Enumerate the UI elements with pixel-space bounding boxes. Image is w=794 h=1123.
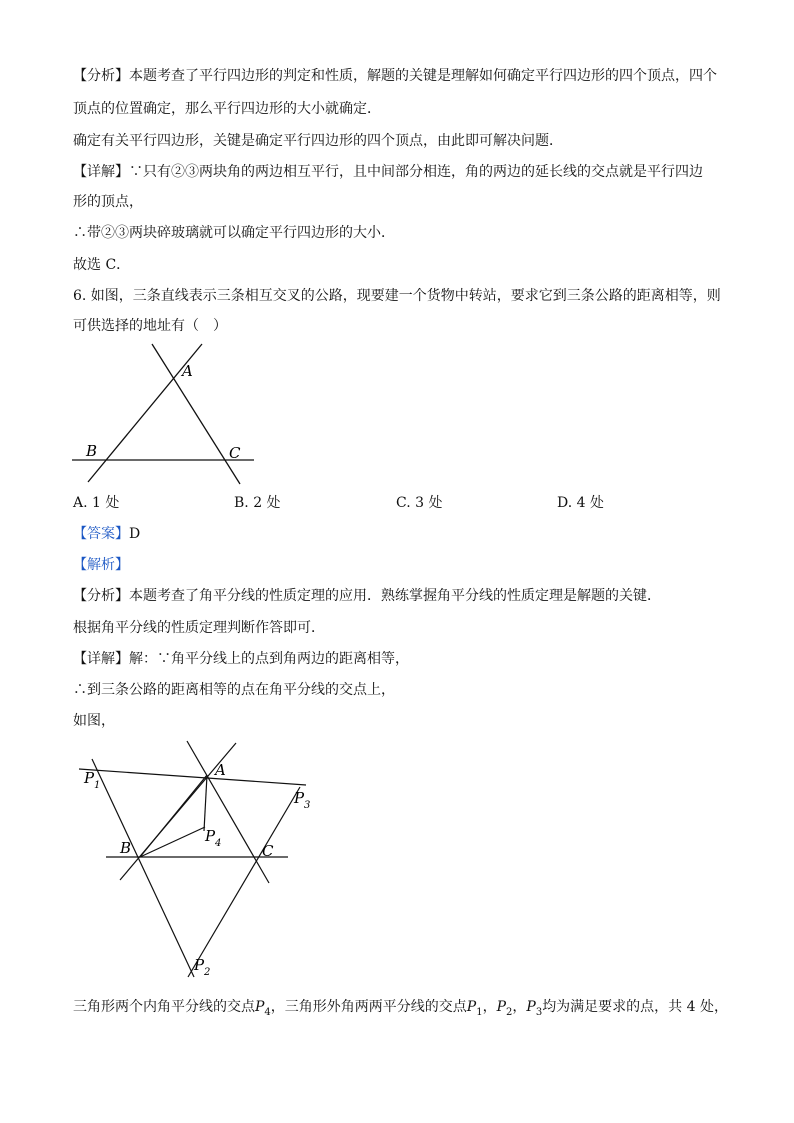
label-c: C — [262, 842, 274, 860]
internal-bisector-a — [204, 775, 207, 831]
road-line-ac — [152, 344, 240, 484]
road-line-ac — [187, 741, 269, 883]
label-b: B — [120, 839, 132, 857]
svg-text:3: 3 — [304, 800, 311, 811]
label-p3 — [293, 789, 310, 811]
svg-text:4: 4 — [215, 838, 222, 849]
label-b: B — [86, 442, 98, 460]
detail-tag: 【详解】 — [73, 164, 129, 180]
segment-ba — [140, 775, 207, 857]
q6-detail-line-3: 如图， — [73, 713, 115, 729]
conclusion-line: 故选 C． — [73, 257, 131, 273]
external-bisector-b — [92, 759, 194, 977]
jiexi-tag: 【解析】 — [73, 557, 129, 573]
answer-value: D — [129, 526, 141, 542]
option-d: D. 4 处 — [557, 495, 604, 511]
option-c: C. 3 处 — [396, 495, 443, 511]
detail-line-1: 【详解】∵只有②③两块角的两边相互平行，且中间部分相连，角的两边的延长线的交点就是平行四边 — [73, 164, 703, 180]
bisector-figure — [70, 735, 320, 985]
q6-detail-line-1: 【详解】解：∵角平分线上的点到角两边的距离相等， — [73, 651, 409, 667]
q6-stem-line-1: 6. 如图，三条直线表示三条相互交叉的公路，现要建一个货物中转站，要求它到三条公路的距离相等，则 — [73, 288, 721, 304]
label-a: A — [215, 761, 226, 779]
analysis-tag: 【分析】 — [73, 68, 129, 84]
svg-text:2: 2 — [204, 967, 211, 978]
svg-text:P: P — [205, 827, 216, 845]
label-c: C — [229, 444, 241, 462]
svg-text:P: P — [294, 789, 305, 807]
answer-line — [73, 524, 140, 544]
answer-tag: 【答案】 — [73, 526, 129, 542]
svg-text:P: P — [194, 956, 205, 974]
analysis-line-2: 顶点的位置确定，那么平行四边形的大小就确定． — [73, 101, 381, 117]
detail-line-2: 形的顶点， — [73, 194, 143, 210]
analysis-line-3: 确定有关平行四边形，关键是确定平行四边形的四个顶点，由此即可解决问题． — [73, 133, 563, 149]
detail-line-3: ∴带②③两块碎玻璃就可以确定平行四边形的大小． — [73, 225, 395, 241]
svg-text:P: P — [84, 769, 95, 787]
q6-stem-line-2: 可供选择的地址有（ ） — [73, 318, 227, 334]
label-a: A — [182, 362, 193, 380]
label-p4 — [204, 827, 221, 849]
internal-bisector-b — [140, 827, 205, 857]
label-p2 — [193, 956, 210, 978]
external-bisector-a — [79, 769, 306, 785]
q6-analysis-tag: 【分析】 — [73, 588, 129, 604]
option-a: A. 1 处 — [73, 495, 120, 511]
roads-figure — [60, 338, 270, 488]
q6-detail-tag: 【详解】 — [73, 651, 129, 667]
q6-analysis-line-2: 根据角平分线的性质定理判断作答即可． — [73, 620, 325, 636]
q6-detail-line-2: ∴到三条公路的距离相等的点在角平分线的交点上， — [73, 682, 395, 698]
analysis-line-1: 【分析】本题考查了平行四边形的判定和性质，解题的关键是理解如何确定平行四边形的四个顶点，四个 — [73, 68, 717, 84]
final-line: 三角形两个内角平分线的交点$P_4$，三角形外角两两平分线的交点$P_1$，$P_2$，$P_3$均为满足要求的点，共 4 处， — [73, 999, 728, 1018]
q6-analysis-line-1: 【分析】本题考查了角平分线的性质定理的应用．熟练掌握角平分线的性质定理是解题的关键． — [73, 588, 661, 604]
svg-text:1: 1 — [94, 780, 101, 791]
option-b: B. 2 处 — [234, 495, 281, 511]
